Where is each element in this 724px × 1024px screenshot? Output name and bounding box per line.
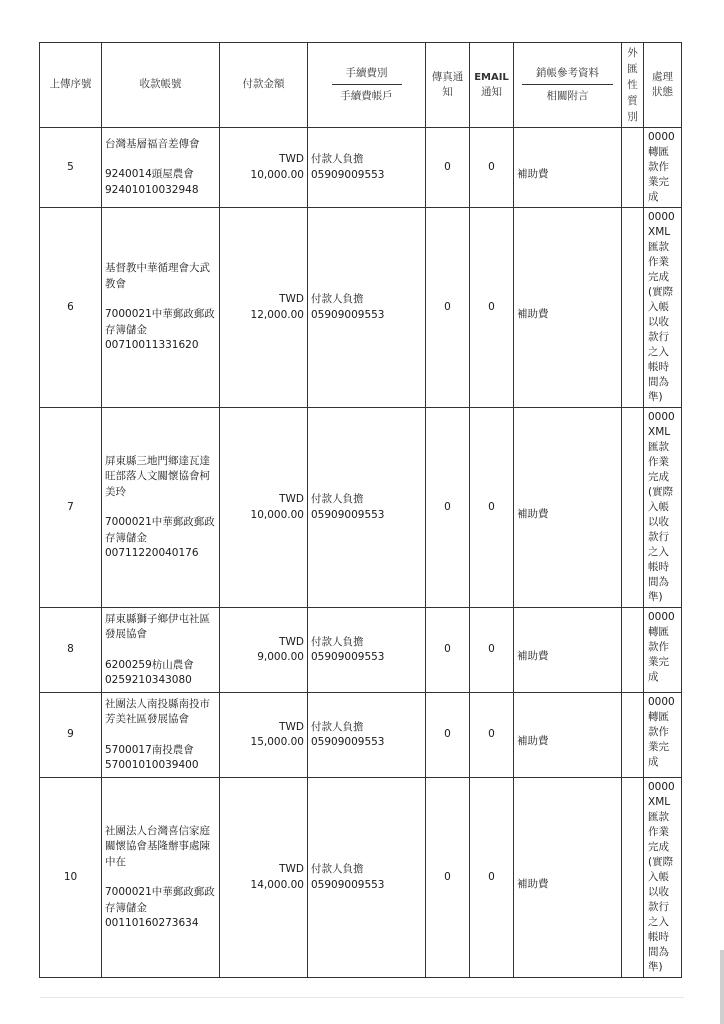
header-memo-note: 相關附言 xyxy=(546,90,589,102)
row-email: 0 xyxy=(470,408,514,608)
row-fax: 0 xyxy=(426,408,470,608)
row-email: 0 xyxy=(470,693,514,778)
row-account xyxy=(102,408,220,608)
row-memo: 補助費 xyxy=(514,778,622,978)
table-row xyxy=(40,128,682,208)
table-row xyxy=(40,208,682,408)
row-seq: 5 xyxy=(40,128,102,208)
header-row xyxy=(40,43,682,128)
row-email: 0 xyxy=(470,778,514,978)
currency: TWD xyxy=(279,635,304,648)
row-foreign xyxy=(622,208,644,408)
fee-account: 05909009553 xyxy=(311,878,385,891)
row-seq: 10 xyxy=(40,778,102,978)
row-amount xyxy=(220,128,308,208)
table-body xyxy=(40,128,682,978)
header-status-line1: 處理 xyxy=(652,70,673,83)
fee-type: 付款人負擔 xyxy=(311,720,364,733)
row-seq: 7 xyxy=(40,408,102,608)
row-seq: 6 xyxy=(40,208,102,408)
payee-bank: 7000021中華郵政郵政存簿儲金 xyxy=(105,516,215,544)
row-amount xyxy=(220,408,308,608)
row-amount xyxy=(220,608,308,693)
row-email: 0 xyxy=(470,208,514,408)
payee-bank: 7000021中華郵政郵政存簿儲金 xyxy=(105,886,215,914)
row-amount xyxy=(220,693,308,778)
currency: TWD xyxy=(279,720,304,733)
row-status: 0000XML匯款作業完成(實際入帳以收款行之入帳時間為準) xyxy=(644,408,682,608)
fee-type: 付款人負擔 xyxy=(311,635,364,648)
row-foreign xyxy=(622,408,644,608)
header-account: 收款帳號 xyxy=(102,43,220,128)
header-foreign: 外匯性質別 xyxy=(622,43,644,128)
row-email: 0 xyxy=(470,608,514,693)
fee-account: 05909009553 xyxy=(311,736,385,748)
header-status-line2: 狀態 xyxy=(652,86,673,98)
row-fee xyxy=(308,208,426,408)
fee-account: 05909009553 xyxy=(311,651,385,663)
amount-value: 9,000.00 xyxy=(257,651,304,663)
payee-account-number: 00711220040176 xyxy=(105,547,199,559)
row-status: 0000轉匯款作業完成 xyxy=(644,128,682,208)
table-row xyxy=(40,608,682,693)
header-fax-line2: 知 xyxy=(442,86,453,98)
footer-divider xyxy=(40,997,684,998)
row-fax: 0 xyxy=(426,693,470,778)
header-fee-account: 手續費帳戶 xyxy=(340,90,393,102)
fee-type: 付款人負擔 xyxy=(311,293,364,305)
header-fee xyxy=(308,43,426,128)
row-memo: 補助費 xyxy=(514,128,622,208)
payee-account-number: 0259210343080 xyxy=(105,674,192,686)
table-row xyxy=(40,408,682,608)
header-email-line1: EMAIL xyxy=(474,71,509,83)
row-fax: 0 xyxy=(426,608,470,693)
amount-value: 10,000.00 xyxy=(250,168,304,181)
row-account xyxy=(102,128,220,208)
table-row xyxy=(40,693,682,778)
row-fee xyxy=(308,608,426,693)
row-fax: 0 xyxy=(426,208,470,408)
row-account xyxy=(102,693,220,778)
payee-name: 社團法人南投縣南投市芳美社區發展協會 xyxy=(105,697,210,725)
header-memo-ref: 銷帳參考資料 xyxy=(522,66,613,86)
row-fee xyxy=(308,778,426,978)
payee-name: 屏東縣獅子鄉伊屯社區發展協會 xyxy=(105,612,210,640)
header-fax xyxy=(426,43,470,128)
row-amount xyxy=(220,208,308,408)
row-fax: 0 xyxy=(426,128,470,208)
payee-account-number: 57001010039400 xyxy=(105,759,199,771)
table-row xyxy=(40,778,682,978)
header-status xyxy=(644,43,682,128)
row-seq: 8 xyxy=(40,608,102,693)
row-memo: 補助費 xyxy=(514,693,622,778)
row-fee xyxy=(308,693,426,778)
currency: TWD xyxy=(279,863,304,875)
row-memo: 補助費 xyxy=(514,208,622,408)
payee-account-number: 92401010032948 xyxy=(105,183,199,196)
payee-bank: 5700017南投農會 xyxy=(105,743,194,756)
payee-name: 基督教中華循理會大武教會 xyxy=(105,262,210,290)
currency: TWD xyxy=(279,153,304,165)
payee-bank: 9240014頭屋農會 xyxy=(105,168,194,181)
scan-edge-shadow xyxy=(720,950,724,1024)
row-status: 0000轉匯款作業完成 xyxy=(644,608,682,693)
row-fee xyxy=(308,128,426,208)
payee-account-number: 00110160273634 xyxy=(105,917,199,929)
row-status: 0000XML匯款作業完成(實際入帳以收款行之入帳時間為準) xyxy=(644,778,682,978)
payee-bank: 7000021中華郵政郵政存簿儲金 xyxy=(105,308,215,336)
payee-name: 社團法人台灣喜信家庭關懷協會基隆辦事處陳中在 xyxy=(105,824,210,868)
payee-bank: 6200259枋山農會 xyxy=(105,658,194,671)
row-foreign xyxy=(622,693,644,778)
fee-account: 05909009553 xyxy=(311,308,385,321)
row-account xyxy=(102,778,220,978)
amount-value: 12,000.00 xyxy=(250,308,304,321)
row-memo: 補助費 xyxy=(514,408,622,608)
row-status: 0000XML匯款作業完成(實際入帳以收款行之入帳時間為準) xyxy=(644,208,682,408)
row-foreign xyxy=(622,778,644,978)
amount-value: 10,000.00 xyxy=(250,508,304,521)
currency: TWD xyxy=(279,493,304,505)
row-foreign xyxy=(622,608,644,693)
header-seq: 上傳序號 xyxy=(40,43,102,128)
payee-name: 台灣基層福音差傳會 xyxy=(105,137,200,150)
amount-value: 14,000.00 xyxy=(250,878,304,891)
row-seq: 9 xyxy=(40,693,102,778)
header-fax-line1: 傳真通 xyxy=(431,70,464,83)
fee-type: 付款人負擔 xyxy=(311,493,364,505)
header-email-line2: 通知 xyxy=(481,86,502,98)
fee-type: 付款人負擔 xyxy=(311,153,364,165)
remittance-table xyxy=(39,42,682,978)
row-fax: 0 xyxy=(426,778,470,978)
header-fee-type: 手續費別 xyxy=(332,66,402,86)
header-amount: 付款金額 xyxy=(220,43,308,128)
row-amount xyxy=(220,778,308,978)
payee-name: 屏東縣三地門鄉達瓦達旺部落人文關懷協會柯美玲 xyxy=(105,454,210,498)
header-memo xyxy=(514,43,622,128)
fee-type: 付款人負擔 xyxy=(311,863,364,875)
row-fee xyxy=(308,408,426,608)
row-account xyxy=(102,608,220,693)
fee-account: 05909009553 xyxy=(311,508,385,521)
payee-account-number: 00710011331620 xyxy=(105,339,199,352)
row-foreign xyxy=(622,128,644,208)
header-email xyxy=(470,43,514,128)
amount-value: 15,000.00 xyxy=(250,736,304,748)
row-email: 0 xyxy=(470,128,514,208)
row-status: 0000轉匯款作業完成 xyxy=(644,693,682,778)
currency: TWD xyxy=(279,293,304,305)
fee-account: 05909009553 xyxy=(311,168,385,181)
row-memo: 補助費 xyxy=(514,608,622,693)
row-account xyxy=(102,208,220,408)
